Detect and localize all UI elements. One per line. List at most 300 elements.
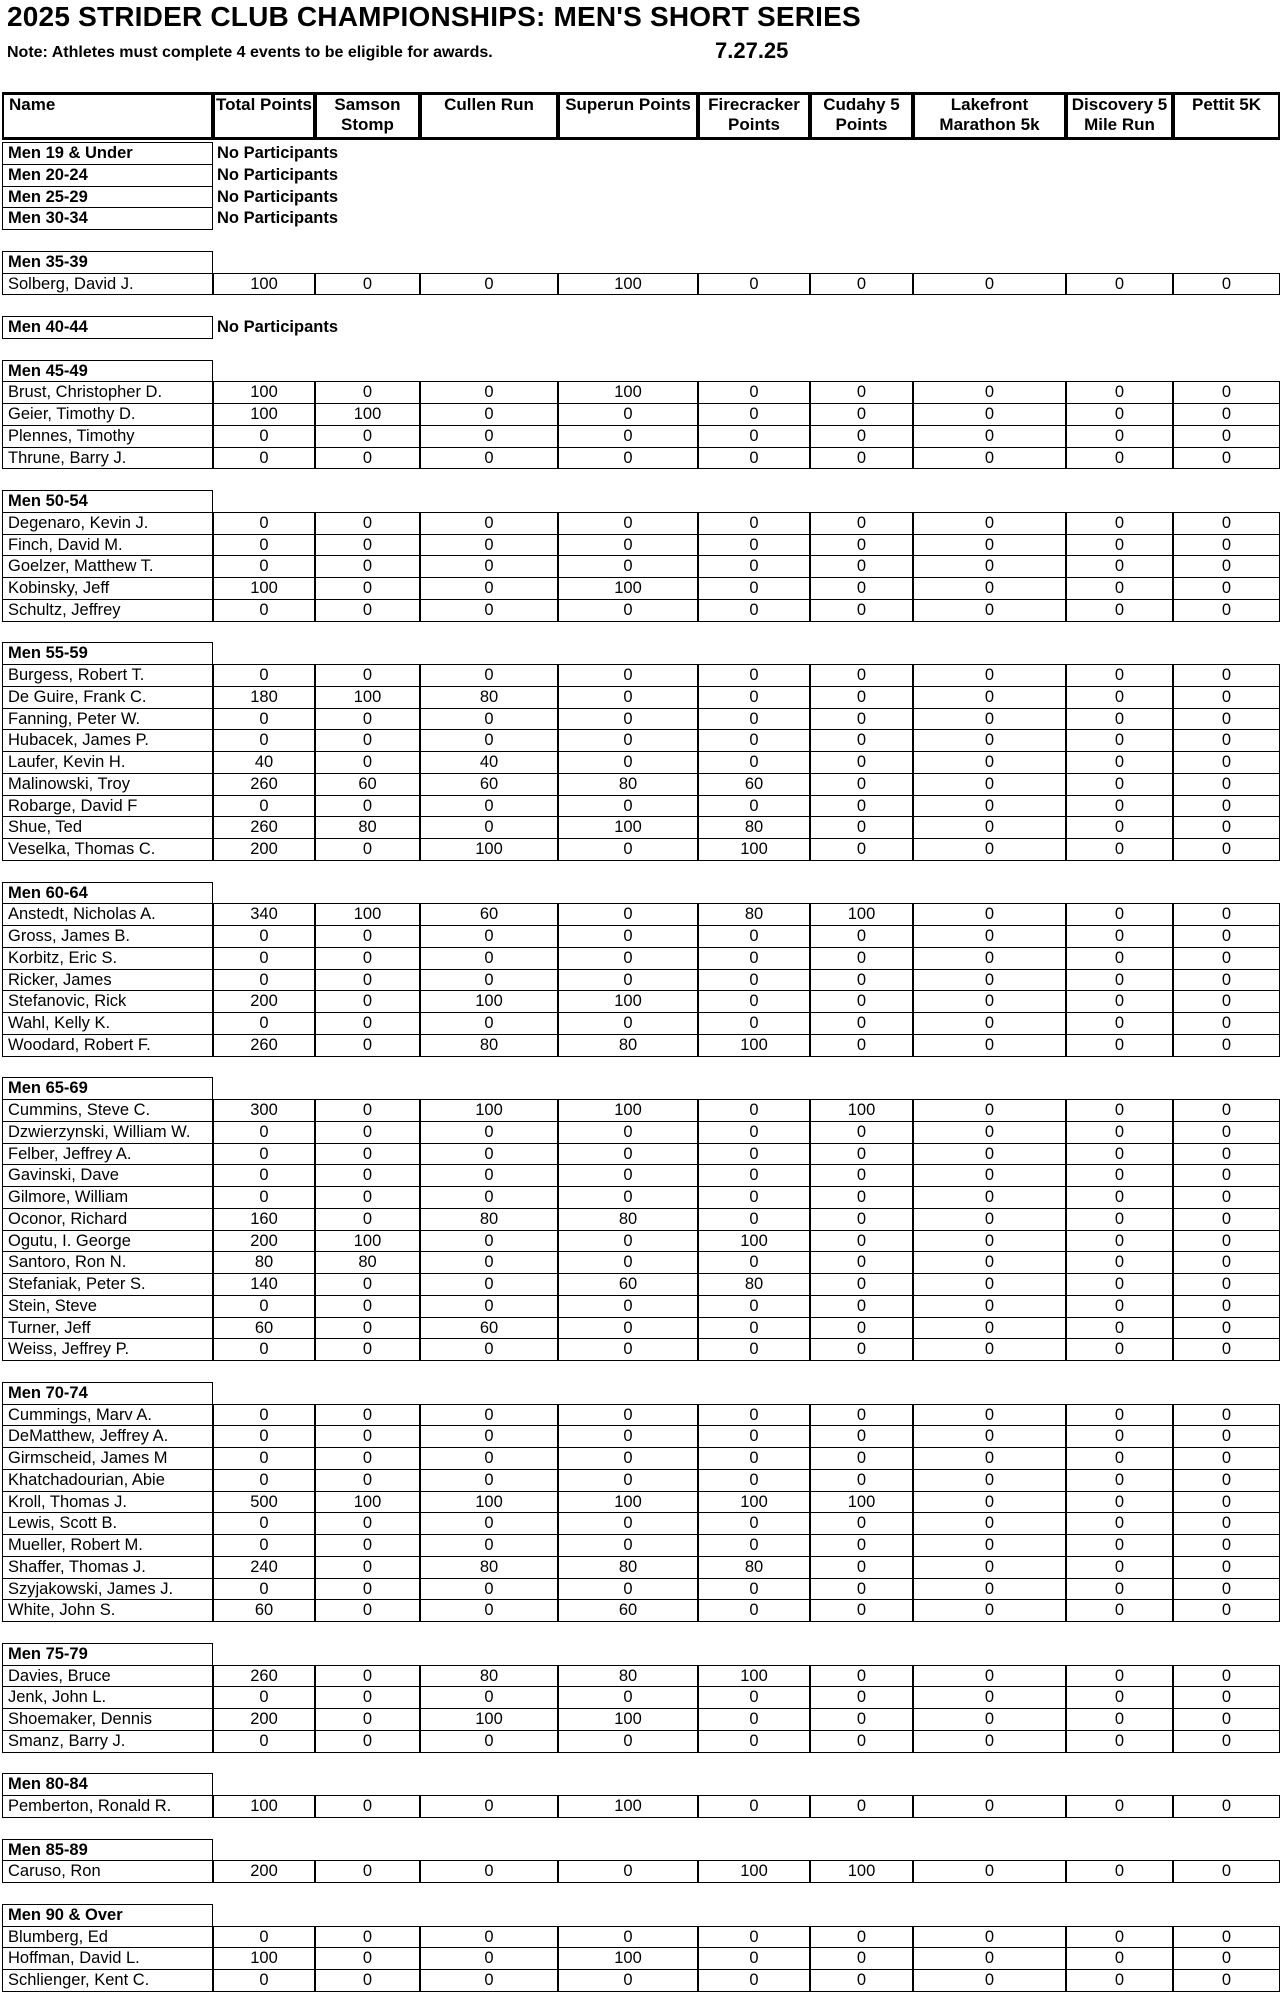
points-cell: 0: [213, 947, 315, 970]
points-cell: 100: [315, 686, 420, 709]
points-cell: 0: [698, 425, 810, 448]
points-cell: 0: [1066, 773, 1173, 796]
points-cell: 0: [420, 555, 558, 578]
points-cell: 0: [315, 1164, 420, 1187]
points-cell: 0: [558, 1686, 698, 1709]
points-cell: 0: [558, 599, 698, 622]
column-header-2: Total Points: [213, 92, 315, 140]
points-cell: 0: [913, 381, 1066, 404]
points-cell: 0: [213, 1730, 315, 1753]
points-cell: 80: [698, 903, 810, 926]
points-cell: 0: [213, 1926, 315, 1949]
points-cell: 0: [698, 381, 810, 404]
points-cell: 200: [213, 838, 315, 861]
points-cell: 0: [558, 751, 698, 774]
points-cell: 0: [420, 1404, 558, 1427]
points-cell: 0: [420, 1947, 558, 1970]
points-cell: 0: [420, 1534, 558, 1557]
points-cell: 500: [213, 1491, 315, 1514]
points-cell: 0: [810, 1186, 913, 1209]
points-cell: 100: [315, 1230, 420, 1253]
points-cell: 100: [558, 816, 698, 839]
points-cell: 60: [420, 1317, 558, 1340]
points-cell: 0: [420, 1730, 558, 1753]
athlete-name: Geier, Timothy D.: [2, 403, 213, 426]
points-cell: 0: [315, 1969, 420, 1992]
athlete-name: Turner, Jeff: [2, 1317, 213, 1340]
points-cell: 0: [1066, 990, 1173, 1013]
points-cell: 0: [558, 534, 698, 557]
points-cell: 0: [558, 1926, 698, 1949]
points-cell: 0: [315, 1034, 420, 1057]
points-cell: 0: [1066, 795, 1173, 818]
points-cell: 0: [913, 1708, 1066, 1731]
group-label: Men 75-79: [2, 1643, 213, 1666]
points-cell: 0: [698, 729, 810, 752]
points-cell: 0: [1173, 1795, 1280, 1818]
points-cell: 0: [810, 534, 913, 557]
points-cell: 0: [698, 1404, 810, 1427]
points-cell: 0: [558, 1164, 698, 1187]
points-cell: 200: [213, 1230, 315, 1253]
athlete-name: Lewis, Scott B.: [2, 1512, 213, 1535]
points-cell: 0: [1066, 1926, 1173, 1949]
points-cell: 0: [420, 534, 558, 557]
points-cell: 0: [698, 1425, 810, 1448]
points-cell: 80: [558, 1034, 698, 1057]
points-cell: 0: [810, 403, 913, 426]
points-cell: 0: [420, 1578, 558, 1601]
athlete-name: Hoffman, David L.: [2, 1947, 213, 1970]
points-cell: 0: [913, 1447, 1066, 1470]
points-cell: 0: [315, 1926, 420, 1949]
points-cell: 0: [1173, 773, 1280, 796]
points-cell: 0: [698, 1121, 810, 1144]
points-cell: 0: [420, 1121, 558, 1144]
points-cell: 0: [698, 1534, 810, 1557]
group-label: Men 80-84: [2, 1773, 213, 1796]
points-cell: 0: [810, 1317, 913, 1340]
athlete-name: Burgess, Robert T.: [2, 664, 213, 687]
group-label: Men 25-29: [2, 186, 213, 209]
points-cell: 0: [913, 1534, 1066, 1557]
points-cell: 60: [315, 773, 420, 796]
points-cell: 0: [810, 512, 913, 535]
points-cell: 100: [698, 838, 810, 861]
points-cell: 80: [420, 1208, 558, 1231]
points-cell: 100: [213, 1795, 315, 1818]
points-cell: 0: [698, 795, 810, 818]
points-cell: 0: [1173, 1317, 1280, 1340]
athlete-name: Szyjakowski, James J.: [2, 1578, 213, 1601]
points-cell: 0: [1173, 1469, 1280, 1492]
points-cell: 0: [913, 751, 1066, 774]
athlete-name: Caruso, Ron: [2, 1860, 213, 1883]
points-cell: 0: [913, 686, 1066, 709]
points-cell: 0: [1066, 1708, 1173, 1731]
points-cell: 0: [213, 1164, 315, 1187]
points-cell: 40: [213, 751, 315, 774]
points-cell: 0: [315, 1665, 420, 1688]
group-label: Men 20-24: [2, 164, 213, 187]
athlete-name: De Guire, Frank C.: [2, 686, 213, 709]
athlete-name: Schultz, Jeffrey: [2, 599, 213, 622]
points-cell: 0: [1066, 751, 1173, 774]
eligibility-note: Note: Athletes must complete 4 events to be eligible for awards.: [7, 44, 493, 61]
athlete-name: Oconor, Richard: [2, 1208, 213, 1231]
athlete-name: Shaffer, Thomas J.: [2, 1556, 213, 1579]
points-cell: 0: [1066, 925, 1173, 948]
points-cell: 0: [315, 1317, 420, 1340]
points-cell: 0: [1066, 273, 1173, 296]
points-cell: 0: [420, 729, 558, 752]
points-cell: 0: [913, 708, 1066, 731]
points-cell: 0: [698, 1143, 810, 1166]
points-cell: 0: [1066, 1665, 1173, 1688]
points-cell: 0: [1173, 1012, 1280, 1035]
points-cell: 0: [913, 838, 1066, 861]
points-cell: 0: [558, 1012, 698, 1035]
points-cell: 0: [810, 381, 913, 404]
points-cell: 0: [810, 990, 913, 1013]
points-cell: 80: [420, 1556, 558, 1579]
points-cell: 0: [698, 1099, 810, 1122]
points-cell: 0: [420, 664, 558, 687]
points-cell: 0: [1173, 1273, 1280, 1296]
athlete-name: Finch, David M.: [2, 534, 213, 557]
points-cell: 0: [558, 1512, 698, 1535]
points-cell: 0: [315, 1425, 420, 1448]
points-cell: 0: [213, 512, 315, 535]
points-cell: 0: [1173, 1099, 1280, 1122]
points-cell: 0: [1066, 1317, 1173, 1340]
athlete-name: Cummings, Marv A.: [2, 1404, 213, 1427]
points-cell: 0: [420, 816, 558, 839]
points-cell: 0: [913, 1012, 1066, 1035]
points-cell: 0: [1173, 1686, 1280, 1709]
points-cell: 0: [810, 795, 913, 818]
points-cell: 300: [213, 1099, 315, 1122]
points-cell: 260: [213, 816, 315, 839]
points-cell: 0: [315, 795, 420, 818]
points-cell: 0: [315, 1121, 420, 1144]
points-cell: 0: [913, 1795, 1066, 1818]
points-cell: 0: [315, 1686, 420, 1709]
points-cell: 0: [213, 447, 315, 470]
points-cell: 0: [558, 447, 698, 470]
points-cell: 0: [315, 838, 420, 861]
points-cell: 40: [420, 751, 558, 774]
points-cell: 0: [913, 1251, 1066, 1274]
points-cell: 0: [698, 1469, 810, 1492]
points-cell: 0: [213, 1143, 315, 1166]
points-cell: 0: [810, 1599, 913, 1622]
points-cell: 0: [315, 1273, 420, 1296]
points-cell: 0: [1173, 1491, 1280, 1514]
athlete-name: Girmscheid, James M: [2, 1447, 213, 1470]
points-cell: 0: [420, 1186, 558, 1209]
points-cell: 0: [558, 1860, 698, 1883]
points-cell: 0: [1173, 577, 1280, 600]
athlete-name: Kobinsky, Jeff: [2, 577, 213, 600]
points-cell: 0: [913, 1143, 1066, 1166]
points-cell: 0: [315, 947, 420, 970]
points-cell: 0: [810, 1947, 913, 1970]
points-cell: 0: [698, 1947, 810, 1970]
points-cell: 0: [1066, 1012, 1173, 1035]
points-cell: 0: [913, 1730, 1066, 1753]
points-cell: 0: [315, 990, 420, 1013]
points-cell: 0: [810, 1404, 913, 1427]
group-label: Men 65-69: [2, 1077, 213, 1100]
athlete-name: Gross, James B.: [2, 925, 213, 948]
points-cell: 0: [558, 664, 698, 687]
points-cell: 0: [1173, 1860, 1280, 1883]
points-cell: 0: [913, 577, 1066, 600]
points-cell: 260: [213, 1034, 315, 1057]
points-cell: 100: [698, 1491, 810, 1514]
points-cell: 0: [810, 1208, 913, 1231]
points-cell: 200: [213, 1708, 315, 1731]
points-cell: 80: [315, 1251, 420, 1274]
athlete-name: Pemberton, Ronald R.: [2, 1795, 213, 1818]
points-cell: 0: [315, 1143, 420, 1166]
athlete-name: Gavinski, Dave: [2, 1164, 213, 1187]
points-cell: 100: [558, 381, 698, 404]
points-cell: 0: [558, 1425, 698, 1448]
column-header-8: Lakefront Marathon 5k: [913, 92, 1066, 140]
points-cell: 0: [1173, 1186, 1280, 1209]
points-cell: 0: [420, 969, 558, 992]
points-cell: 100: [420, 1099, 558, 1122]
group-label: Men 85-89: [2, 1839, 213, 1862]
points-cell: 0: [1066, 1099, 1173, 1122]
points-cell: 60: [558, 1273, 698, 1296]
points-cell: 0: [315, 1599, 420, 1622]
points-cell: 0: [810, 555, 913, 578]
points-cell: 0: [1173, 664, 1280, 687]
points-cell: 0: [913, 599, 1066, 622]
points-cell: 140: [213, 1273, 315, 1296]
points-cell: 0: [810, 1251, 913, 1274]
points-cell: 80: [558, 1208, 698, 1231]
points-cell: 0: [810, 1969, 913, 1992]
points-cell: 100: [810, 903, 913, 926]
athlete-name: Khatchadourian, Abie: [2, 1469, 213, 1492]
points-cell: 0: [420, 1860, 558, 1883]
points-cell: 0: [558, 1230, 698, 1253]
points-cell: 0: [1173, 425, 1280, 448]
points-cell: 0: [213, 664, 315, 687]
points-cell: 0: [1066, 1599, 1173, 1622]
points-cell: 0: [913, 1578, 1066, 1601]
points-cell: 0: [810, 1730, 913, 1753]
points-cell: 100: [698, 1230, 810, 1253]
points-cell: 100: [213, 1947, 315, 1970]
points-cell: 0: [698, 686, 810, 709]
points-cell: 100: [698, 1665, 810, 1688]
points-cell: 0: [810, 708, 913, 731]
points-cell: 100: [213, 273, 315, 296]
points-cell: 0: [698, 555, 810, 578]
points-cell: 0: [315, 273, 420, 296]
points-cell: 0: [1173, 990, 1280, 1013]
points-cell: 100: [315, 403, 420, 426]
points-cell: 0: [315, 599, 420, 622]
athlete-name: Jenk, John L.: [2, 1686, 213, 1709]
athlete-name: Woodard, Robert F.: [2, 1034, 213, 1057]
points-cell: 0: [315, 1860, 420, 1883]
points-cell: 80: [558, 1665, 698, 1688]
athlete-name: Davies, Bruce: [2, 1665, 213, 1688]
points-cell: 0: [1066, 1404, 1173, 1427]
points-cell: 0: [315, 1512, 420, 1535]
points-cell: 0: [698, 534, 810, 557]
group-status: No Participants: [217, 187, 339, 206]
points-cell: 0: [913, 1425, 1066, 1448]
points-cell: 0: [1066, 1034, 1173, 1057]
points-cell: 0: [1173, 1599, 1280, 1622]
points-cell: 0: [558, 512, 698, 535]
points-cell: 60: [420, 773, 558, 796]
points-cell: 0: [1173, 512, 1280, 535]
athlete-name: Solberg, David J.: [2, 273, 213, 296]
points-cell: 0: [558, 1730, 698, 1753]
athlete-name: Thrune, Barry J.: [2, 447, 213, 470]
points-cell: 0: [1066, 1969, 1173, 1992]
points-cell: 0: [1066, 1295, 1173, 1318]
points-cell: 0: [1173, 1404, 1280, 1427]
points-cell: 0: [698, 1317, 810, 1340]
athlete-name: Kroll, Thomas J.: [2, 1491, 213, 1514]
athlete-name: Ogutu, I. George: [2, 1230, 213, 1253]
points-cell: 0: [420, 1469, 558, 1492]
points-cell: 60: [213, 1599, 315, 1622]
points-cell: 0: [558, 903, 698, 926]
points-cell: 0: [1173, 1143, 1280, 1166]
points-cell: 0: [315, 664, 420, 687]
points-cell: 0: [913, 903, 1066, 926]
points-cell: 0: [1173, 1338, 1280, 1361]
points-cell: 0: [420, 577, 558, 600]
points-cell: 0: [698, 1295, 810, 1318]
points-cell: 0: [315, 447, 420, 470]
athlete-name: Smanz, Barry J.: [2, 1730, 213, 1753]
points-cell: 0: [420, 1686, 558, 1709]
points-cell: 0: [1066, 1251, 1173, 1274]
points-cell: 0: [810, 947, 913, 970]
points-cell: 0: [810, 1143, 913, 1166]
athlete-name: Shue, Ted: [2, 816, 213, 839]
points-cell: 0: [810, 838, 913, 861]
points-cell: 0: [810, 773, 913, 796]
points-cell: 200: [213, 1860, 315, 1883]
points-cell: 0: [913, 816, 1066, 839]
athlete-name: Cummins, Steve C.: [2, 1099, 213, 1122]
points-cell: 0: [1066, 1273, 1173, 1296]
points-cell: 100: [315, 1491, 420, 1514]
points-cell: 0: [1173, 1034, 1280, 1057]
points-cell: 0: [810, 273, 913, 296]
points-cell: 0: [913, 664, 1066, 687]
points-cell: 0: [558, 1404, 698, 1427]
athlete-name: DeMatthew, Jeffrey A.: [2, 1425, 213, 1448]
points-cell: 0: [810, 1273, 913, 1296]
points-cell: 0: [213, 708, 315, 731]
points-cell: 0: [810, 1512, 913, 1535]
points-cell: 0: [1066, 1186, 1173, 1209]
points-cell: 0: [913, 403, 1066, 426]
points-cell: 0: [698, 1795, 810, 1818]
points-cell: 0: [913, 1230, 1066, 1253]
points-cell: 0: [698, 1512, 810, 1535]
points-cell: 0: [1066, 1143, 1173, 1166]
athlete-name: Malinowski, Troy: [2, 773, 213, 796]
column-header-6: Firecracker Points: [698, 92, 810, 140]
points-cell: 0: [913, 1686, 1066, 1709]
points-cell: 0: [810, 686, 913, 709]
points-cell: 0: [810, 1012, 913, 1035]
points-cell: 0: [810, 447, 913, 470]
points-cell: 0: [420, 1512, 558, 1535]
group-label: Men 55-59: [2, 642, 213, 665]
points-cell: 0: [558, 947, 698, 970]
points-cell: 0: [1173, 534, 1280, 557]
points-cell: 0: [1066, 512, 1173, 535]
points-cell: 0: [420, 925, 558, 948]
points-cell: 0: [315, 925, 420, 948]
athlete-name: Santoro, Ron N.: [2, 1251, 213, 1274]
group-label: Men 60-64: [2, 882, 213, 905]
athlete-name: Korbitz, Eric S.: [2, 947, 213, 970]
points-cell: 0: [810, 425, 913, 448]
points-cell: 100: [558, 1708, 698, 1731]
points-cell: 0: [1173, 555, 1280, 578]
points-cell: 0: [698, 403, 810, 426]
points-cell: 0: [420, 599, 558, 622]
points-cell: 0: [213, 1404, 315, 1427]
points-cell: 0: [315, 1208, 420, 1231]
points-cell: 0: [1066, 729, 1173, 752]
points-cell: 0: [1066, 1947, 1173, 1970]
points-cell: 0: [213, 925, 315, 948]
athlete-name: Schlienger, Kent C.: [2, 1969, 213, 1992]
points-cell: 180: [213, 686, 315, 709]
points-cell: 0: [420, 1795, 558, 1818]
points-cell: 0: [810, 577, 913, 600]
points-cell: 0: [913, 1665, 1066, 1688]
points-cell: 0: [810, 1708, 913, 1731]
points-cell: 0: [420, 273, 558, 296]
points-cell: 0: [1066, 664, 1173, 687]
points-cell: 0: [698, 599, 810, 622]
group-status: No Participants: [217, 165, 339, 184]
athlete-name: Anstedt, Nicholas A.: [2, 903, 213, 926]
points-cell: 0: [698, 1251, 810, 1274]
points-cell: 0: [913, 512, 1066, 535]
points-cell: 0: [213, 1121, 315, 1144]
points-cell: 0: [1066, 534, 1173, 557]
athlete-name: Ricker, James: [2, 969, 213, 992]
points-cell: 0: [315, 555, 420, 578]
points-cell: 0: [1173, 1578, 1280, 1601]
points-cell: 0: [420, 1012, 558, 1035]
points-cell: 60: [420, 903, 558, 926]
points-cell: 80: [420, 1034, 558, 1057]
points-cell: 0: [213, 1338, 315, 1361]
points-cell: 0: [1066, 1534, 1173, 1557]
points-cell: 0: [1066, 1491, 1173, 1514]
